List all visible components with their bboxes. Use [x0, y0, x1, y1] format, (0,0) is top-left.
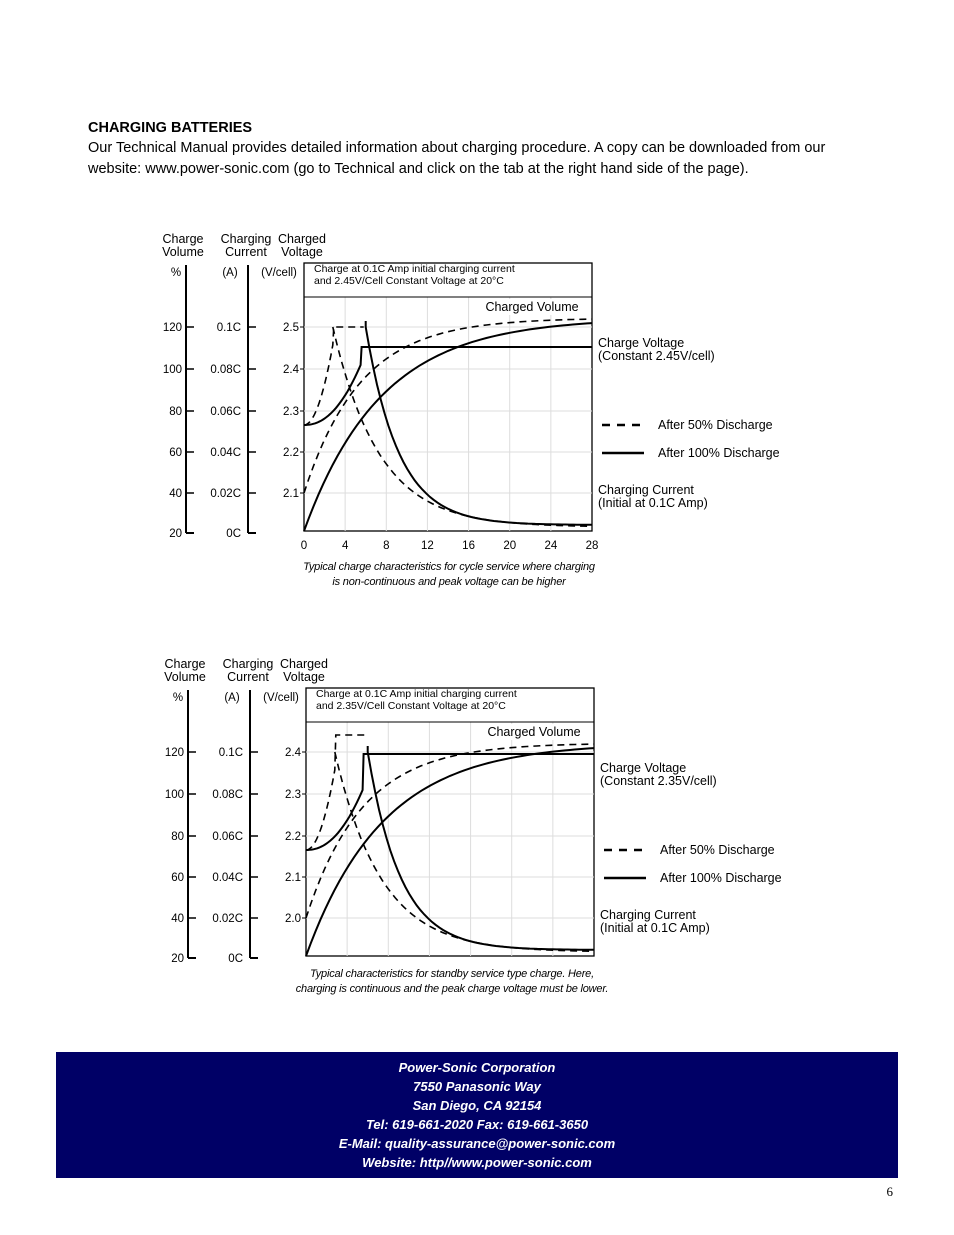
company-footer [56, 1052, 898, 1178]
x-tick-label: 24 [544, 540, 558, 552]
charging-current-label: (Initial at 0.1C Amp) [598, 496, 708, 510]
x-tick-label: 8 [383, 540, 390, 552]
charge-note: Charge at 0.1C Amp initial charging current [316, 688, 517, 700]
column-header: Charge [162, 232, 204, 246]
column-header: Charge [164, 657, 206, 671]
volume-tick-label: 20 [169, 528, 182, 540]
chart-caption-standby [202, 967, 702, 997]
caption-line: Typical charge characteristics for cycle service where charging [303, 561, 595, 573]
unit-label: (A) [222, 267, 238, 279]
voltage-tick-label: 2.5 [283, 322, 299, 334]
voltage-tick-label: 2.3 [285, 789, 301, 801]
charging-current-label: Charging Current [598, 483, 694, 497]
x-tick-label: 20 [503, 540, 517, 552]
voltage-tick-label: 2.2 [285, 831, 301, 843]
column-header: Charged [280, 657, 328, 671]
legend-dashed-label: After 50% Discharge [658, 418, 773, 432]
x-tick-label: 16 [462, 540, 475, 552]
current-tick-label: 0.02C [210, 488, 241, 500]
column-header: Current [227, 670, 269, 684]
volume-tick-label: 60 [171, 872, 184, 884]
unit-label: % [172, 692, 184, 704]
charge-note: Charge at 0.1C Amp initial charging current [314, 263, 515, 275]
unit-label: % [170, 267, 182, 279]
footer-city: San Diego, CA 92154 [412, 1098, 542, 1113]
current-tick-label: 0.1C [218, 747, 243, 759]
charge-characteristics-chart-cycle [150, 205, 810, 560]
volume-tick-label: 40 [171, 913, 184, 925]
footer-company: Power-Sonic Corporation [398, 1060, 556, 1075]
voltage-tick-label: 2.4 [285, 747, 301, 759]
column-header: Voltage [281, 245, 323, 259]
voltage-tick-label: 2.1 [285, 872, 301, 884]
current-tick-label: 0.02C [212, 913, 243, 925]
voltage-tick-label: 2.4 [283, 364, 299, 376]
current-tick-label: 0.08C [210, 364, 241, 376]
charge-voltage-label: Charge Voltage [598, 336, 685, 350]
current-tick-label: 0.06C [210, 406, 241, 418]
volume-tick-label: 120 [164, 747, 184, 759]
volume-tick-label: 80 [169, 406, 182, 418]
footer-phone: Tel: 619-661-2020 Fax: 619-661-3650 [365, 1117, 589, 1132]
footer-street: 7550 Panasonic Way [413, 1079, 541, 1094]
charging-current-label: Charging Current [600, 908, 696, 922]
column-header: Charging [222, 657, 274, 671]
footer-website: Website: http//www.power-sonic.com [362, 1155, 592, 1170]
volume-tick-label: 80 [171, 831, 184, 843]
x-tick-label: 4 [341, 540, 349, 552]
charge-note: and 2.45V/Cell Constant Voltage at 20°C [314, 275, 504, 287]
x-tick-label: 12 [421, 540, 434, 552]
unit-label: (V/cell) [263, 692, 299, 704]
charge-characteristics-chart-standby [152, 630, 812, 965]
current-tick-label: 0C [228, 953, 243, 965]
column-header: Voltage [283, 670, 325, 684]
volume-tick-label: 20 [171, 953, 184, 965]
unit-label: (V/cell) [261, 267, 297, 279]
footer-email: E-Mail: quality-assurance@power-sonic.com [338, 1136, 616, 1151]
charging-current-label: (Initial at 0.1C Amp) [600, 921, 710, 935]
volume-tick-label: 100 [164, 789, 184, 801]
volume-tick-label: 60 [169, 447, 182, 459]
x-tick-label: 0 [300, 540, 308, 552]
caption-line: is non-continuous and peak voltage can be higher [332, 576, 566, 588]
volume-tick-label: 100 [162, 364, 182, 376]
volume-tick-label: 120 [162, 322, 182, 334]
charge-note: and 2.35V/Cell Constant Voltage at 20°C [316, 700, 506, 712]
voltage-tick-label: 2.0 [285, 913, 301, 925]
page-number: 6 [886, 1184, 893, 1199]
legend-dashed-label: After 50% Discharge [660, 843, 775, 857]
charged-volume-label: Charged Volume [487, 725, 581, 739]
current-tick-label: 0.04C [210, 447, 241, 459]
legend-solid-label: After 100% Discharge [660, 871, 782, 885]
current-tick-label: 0.1C [216, 322, 241, 334]
current-tick-label: 0.04C [212, 872, 243, 884]
charge-voltage-label: Charge Voltage [600, 761, 687, 775]
chart-caption-cycle [199, 560, 699, 590]
column-header: Volume [162, 245, 204, 259]
section-heading: CHARGING BATTERIES [88, 120, 253, 136]
charged-volume-label: Charged Volume [485, 300, 579, 314]
charge-voltage-label: (Constant 2.45V/cell) [598, 349, 715, 363]
volume-tick-label: 40 [169, 488, 182, 500]
current-tick-label: 0.08C [212, 789, 243, 801]
caption-line: charging is continuous and the peak charge voltage must be lower. [295, 983, 609, 995]
voltage-tick-label: 2.1 [283, 488, 299, 500]
section-body: Our Technical Manual provides detailed information about charging procedure. A copy can be downloaded from our website: www.power-sonic.com (go to Technical and click on the tab at the right hand side of the page). [88, 140, 826, 177]
x-tick-label: 28 [585, 540, 599, 552]
current-tick-label: 0.06C [212, 831, 243, 843]
column-header: Volume [164, 670, 206, 684]
legend-solid-label: After 100% Discharge [658, 446, 780, 460]
column-header: Charging [220, 232, 272, 246]
voltage-tick-label: 2.3 [283, 406, 299, 418]
column-header: Current [225, 245, 267, 259]
charging-batteries-section [88, 118, 848, 180]
unit-label: (A) [224, 692, 240, 704]
current-tick-label: 0C [226, 528, 241, 540]
charge-voltage-label: (Constant 2.35V/cell) [600, 774, 717, 788]
voltage-tick-label: 2.2 [283, 447, 299, 459]
caption-line: Typical characteristics for standby service type charge. Here, [310, 968, 594, 980]
column-header: Charged [278, 232, 326, 246]
